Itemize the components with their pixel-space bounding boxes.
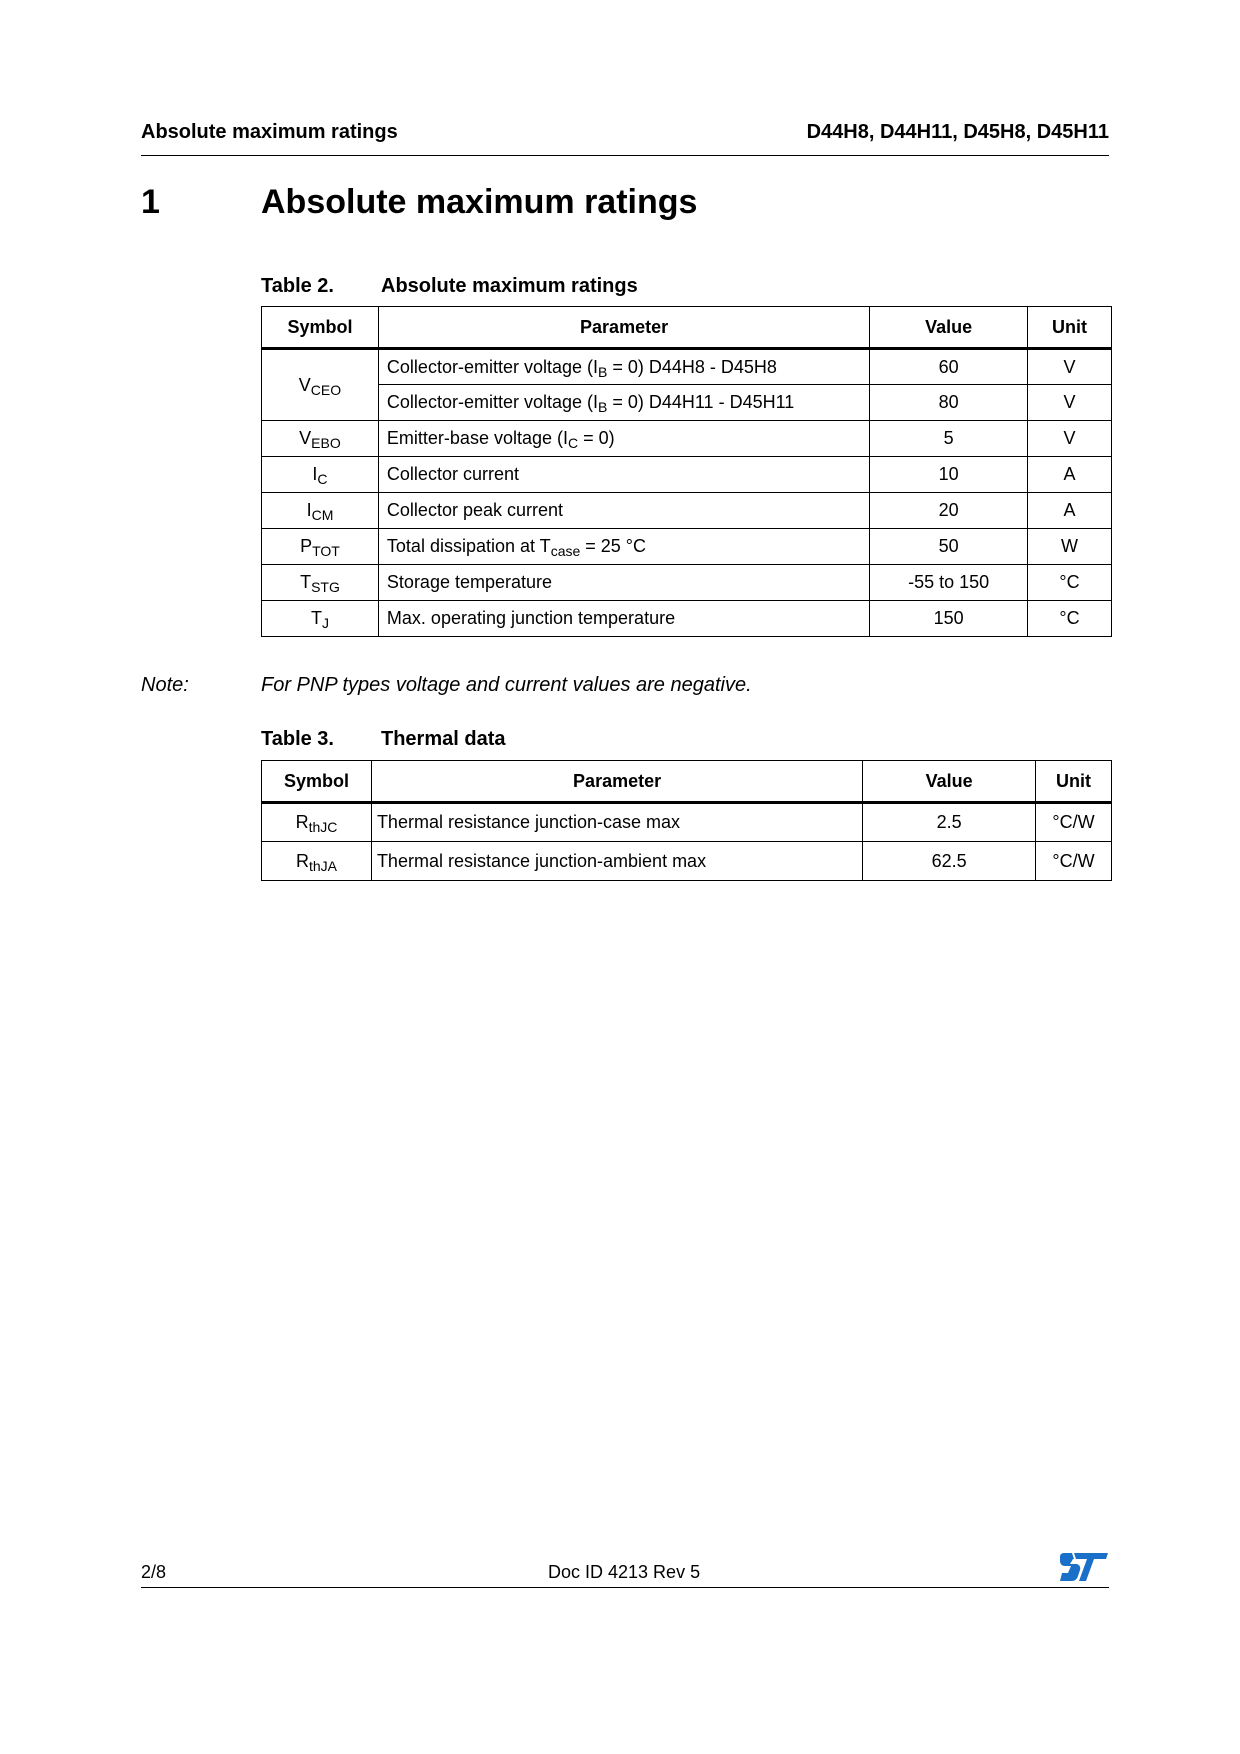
table-row — [262, 803, 1112, 842]
table2-title: Absolute maximum ratings — [381, 275, 638, 297]
value-cell: 60 — [870, 349, 1028, 385]
table-row — [262, 529, 1112, 565]
unit-cell: W — [1028, 529, 1112, 565]
table3-title: Thermal data — [381, 728, 506, 750]
value-cell: 50 — [870, 529, 1028, 565]
table-row — [262, 457, 1112, 493]
absolute-max-ratings-table — [261, 306, 1112, 637]
table-row — [262, 565, 1112, 601]
unit-cell: V — [1028, 385, 1112, 421]
column-header: Parameter — [371, 761, 862, 803]
symbol-cell: $V_{CEO}$ — [262, 349, 379, 421]
value-cell: 62.5 — [863, 842, 1036, 881]
table-row — [262, 842, 1112, 881]
column-header: Symbol — [262, 761, 372, 803]
parameter-cell: Collector-emitter voltage $(I_B = 0)$ D44H8 - D45H8 — [378, 349, 869, 385]
symbol-cell: $R_{thJC}$ — [262, 803, 372, 842]
page-number: 2/8 — [141, 1562, 167, 1582]
symbol-cell: $I_C$ — [262, 457, 379, 493]
parameter-cell: Total dissipation at $T_{case} = 25$ °C — [378, 529, 869, 565]
parameter-cell: Thermal resistance junction-ambient max — [371, 842, 862, 881]
section-title: Absolute maximum ratings — [261, 183, 698, 221]
column-header: Value — [870, 307, 1028, 349]
table3-label: Table 3. — [261, 728, 334, 750]
thermal-data-table — [261, 760, 1112, 881]
symbol-cell: $V_{EBO}$ — [262, 421, 379, 457]
symbol-cell: $P_{TOT}$ — [262, 529, 379, 565]
table-row — [262, 385, 1112, 421]
parameter-cell: Thermal resistance junction-case max — [371, 803, 862, 842]
table-row — [262, 493, 1112, 529]
note-label: Note: — [141, 674, 189, 696]
column-header: Symbol — [262, 307, 379, 349]
symbol-cell: $T_{STG}$ — [262, 565, 379, 601]
value-cell: -55 to 150 — [870, 565, 1028, 601]
section-number: 1 — [141, 183, 160, 221]
value-cell: 2.5 — [863, 803, 1036, 842]
value-cell: 10 — [870, 457, 1028, 493]
symbol-cell: $I_{CM}$ — [262, 493, 379, 529]
unit-cell: °C — [1028, 601, 1112, 637]
unit-cell: °C — [1028, 565, 1112, 601]
parameter-cell: Collector peak current — [378, 493, 869, 529]
symbol-cell: $T_J$ — [262, 601, 379, 637]
st-logo-shape — [1060, 1553, 1108, 1581]
parameter-cell: Emitter-base voltage $(I_C = 0)$ — [378, 421, 869, 457]
running-header-left: Absolute maximum ratings — [141, 121, 398, 143]
unit-cell: V — [1028, 349, 1112, 385]
table-row — [262, 601, 1112, 637]
parameter-cell: Collector current — [378, 457, 869, 493]
parameter-cell: Max. operating junction temperature — [378, 601, 869, 637]
unit-cell: A — [1028, 493, 1112, 529]
column-header: Value — [863, 761, 1036, 803]
unit-cell: °C/W — [1036, 842, 1112, 881]
parameter-cell: Collector-emitter voltage $(I_B = 0)$ D44H11 - D45H11 — [378, 385, 869, 421]
document-id: Doc ID 4213 Rev 5 — [548, 1562, 701, 1582]
table-row — [262, 349, 1112, 385]
st-logo-icon — [1060, 1551, 1110, 1583]
symbol-cell: $R_{thJA}$ — [262, 842, 372, 881]
value-cell: 20 — [870, 493, 1028, 529]
unit-cell: V — [1028, 421, 1112, 457]
value-cell: 150 — [870, 601, 1028, 637]
header-divider — [141, 155, 1109, 156]
footer-divider — [141, 1587, 1109, 1588]
running-header-right: D44H8, D44H11, D45H8, D45H11 — [806, 121, 1109, 143]
value-cell: 5 — [870, 421, 1028, 457]
column-header: Parameter — [378, 307, 869, 349]
unit-cell: A — [1028, 457, 1112, 493]
note-text: For PNP types voltage and current values are negative. — [261, 674, 752, 696]
unit-cell: °C/W — [1036, 803, 1112, 842]
table2-label: Table 2. — [261, 275, 334, 297]
table-row — [262, 421, 1112, 457]
parameter-cell: Storage temperature — [378, 565, 869, 601]
column-header: Unit — [1036, 761, 1112, 803]
column-header: Unit — [1028, 307, 1112, 349]
value-cell: 80 — [870, 385, 1028, 421]
